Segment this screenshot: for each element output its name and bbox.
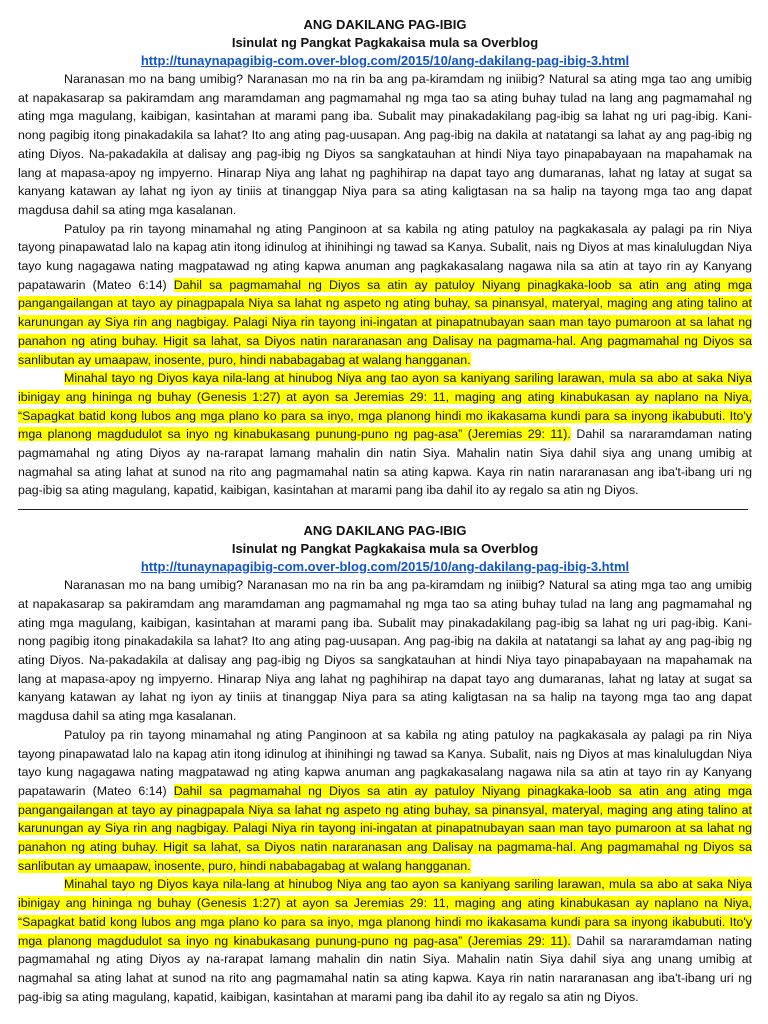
- paragraph-3: [18, 875, 752, 1006]
- source-link[interactable]: http://tunaynapagibig-com.over-blog.com/2015/10/ang-dakilang-pag-ibig-3.html: [140, 559, 630, 575]
- paragraph-1: Naranasan mo na bang umibig? Naranasan mo na rin ba ang pa-kiramdam ng iniibig? Natural sa ating mga tao ang umibig at napakasarap sa pakiramdam ang maramdaman ang pagmamahal ng mga tao sa ating buhay tulad na lang ang pagmamahal ng ating mga magulang, kaibigan, kasintahan at marami pang iba. Subalit may pinakadakilang pag-ibig sa lahat ng uri pag-ibig. Kani-nong pagibig itong pinakadakila sa lahat? Ito ang ating pag-uusapan. Ang pag-ibig na dakila at natatangi sa lahat ay ang pag-ibig ng ating Diyos. Na-pakadakila at dalisay ang pag-ibig ng Diyos sa sangkatauhan at hindi Niya tayo pinapabayaan na mapahamak na lang at mapasa-apoy ng impyerno. Hinarap Niya ang lahat ng paghihirap na dapat tayo ang dumaranas, lahat ng latay at sugat sa kanyang katawan ay lahat ng iyon ay tiniis at tinanggap Niya para sa ating kaligtasan na sa halip na tayong mga tao ang dapat magdusa dahil sa ating mga kasalanan.: [18, 578, 752, 724]
- paragraph-3-text: Dahil sa nararamdaman nating pagmamahal ng ating Diyos ay na-rarapat lamang mahalin din natin Siya. Mahalin natin Siya dahil siya ang unang umibig at nagmahal sa ating lahat at sunod na rito ang pagmamahal natin sa ating kapwa. Kaya rin natin nararanasan ang iba't-ibang uri ng pag-ibig sa ating magulang, kapatid, kaibigan, kasintahan at marami pang iba dahil ito ay regalo sa atin ng Diyos.: [18, 427, 752, 498]
- paragraph-2-highlight: Dahil sa pagmamahal ng Diyos sa atin ay patuloy Niyang pinagkaka-loob sa atin ang ating mga pangangailangan at tayo ay pinagpapala Niya sa lahat ng aspeto ng ating buhay, sa pinansyal, materyal, maging ang ating talino at karunungan ay Siya rin ang nagbigay. Palagi Niya rin tayong ini-ingatan at pinapatnubayan saan man tayo pumaroon at sa lahat ng panahon ng ating buhay. Higit sa lahat, sa Diyos natin nararanasan ang Dalisay na pagmama-hal. Ang pagmamahal ng Diyos sa sanlibutan ay umaapaw, inosente, puro, hindi nababagabag at walang hangganan.: [18, 783, 752, 873]
- source-link-line: [18, 558, 752, 576]
- paragraph-3: [18, 369, 752, 500]
- paragraph-2: [18, 220, 752, 370]
- article-copy-1: [18, 16, 752, 500]
- article-title: ANG DAKILANG PAG-IBIG: [303, 17, 467, 32]
- paragraph-3-highlight: Minahal tayo ng Diyos kaya nila-lang at hinubog Niya ang tao ayon sa kaniyang sariling larawan, mula sa abo at saka Niya ibinigay ang hininga ng buhay (Genesis 1:27) at ayon sa Jeremias 29: 11, maging ang ating kinabukasan ay naplano na Niya, “Sapagkat batid kong lubos ang mga plano ko para sa inyo, mga planong hindi mo ikakasama kundi para sa inyong ikabubuti. Ito'y mga planong magdudulot sa inyo ng kinabukasang punung-puno ng pag-asa” (Jeremias 29: 11).: [18, 877, 752, 948]
- paragraph-2-highlight: Dahil sa pagmamahal ng Diyos sa atin ay patuloy Niyang pinagkaka-loob sa atin ang ating mga pangangailangan at tayo ay pinagpapala Niya sa lahat ng aspeto ng ating buhay, sa pinansyal, materyal, maging ang ating talino at karunungan ay Siya rin ang nagbigay. Palagi Niya rin tayong ini-ingatan at pinapatnubayan saan man tayo pumaroon at sa lahat ng panahon ng ating buhay. Higit sa lahat, sa Diyos natin nararanasan ang Dalisay na pagmama-hal. Ang pagmamahal ng Diyos sa sanlibutan ay umaapaw, inosente, puro, hindi nababagabag at walang hangganan.: [18, 277, 752, 367]
- article-copy-2: [18, 522, 752, 1006]
- article-subtitle: Isinulat ng Pangkat Pagkakaisa mula sa Overblog: [231, 541, 539, 557]
- paragraph-2: [18, 726, 752, 876]
- source-link-line: [18, 52, 752, 70]
- paragraph-3-text: Dahil sa nararamdaman nating pagmamahal ng ating Diyos ay na-rarapat lamang mahalin din natin Siya. Mahalin natin Siya dahil siya ang unang umibig at nagmahal sa ating lahat at sunod na rito ang pagmamahal natin sa ating kapwa. Kaya rin natin nararanasan ang iba't-ibang uri ng pag-ibig sa ating magulang, kapatid, kaibigan, kasintahan at marami pang iba dahil ito ay regalo sa atin ng Diyos.: [18, 933, 752, 1004]
- paragraph-1: Naranasan mo na bang umibig? Naranasan mo na rin ba ang pa-kiramdam ng iniibig? Natural sa ating mga tao ang umibig at napakasarap sa pakiramdam ang maramdaman ang pagmamahal ng mga tao sa ating buhay tulad na lang ang pagmamahal ng ating mga magulang, kaibigan, kasintahan at marami pang iba. Subalit may pinakadakilang pag-ibig sa lahat ng uri pag-ibig. Kani-nong pagibig itong pinakadakila sa lahat? Ito ang ating pag-uusapan. Ang pag-ibig na dakila at natatangi sa lahat ay ang pag-ibig ng ating Diyos. Na-pakadakila at dalisay ang pag-ibig ng Diyos sa sangkatauhan at hindi Niya tayo pinapabayaan na mapahamak na lang at mapasa-apoy ng impyerno. Hinarap Niya ang lahat ng paghihirap na dapat tayo ang dumaranas, lahat ng latay at sugat sa kanyang katawan ay lahat ng iyon ay tiniis at tinanggap Niya para sa ating kaligtasan na sa halip na tayong mga tao ang dapat magdusa dahil sa ating mga kasalanan.: [18, 72, 752, 217]
- section-divider: [18, 509, 748, 510]
- source-link[interactable]: http://tunaynapagibig-com.over-blog.com/2015/10/ang-dakilang-pag-ibig-3.html: [140, 53, 630, 68]
- paragraph-3-highlight: Minahal tayo ng Diyos kaya nila-lang at hinubog Niya ang tao ayon sa kaniyang sariling larawan, mula sa abo at saka Niya ibinigay ang hininga ng buhay (Genesis 1:27) at ayon sa Jeremias 29: 11, maging ang ating kinabukasan ay naplano na Niya, “Sapagkat batid kong lubos ang mga plano ko para sa inyo, mga planong hindi mo ikakasama kundi para sa inyong ikabubuti. Ito'y mga planong magdudulot sa inyo ng kinabukasang punung-puno ng pag-asa” (Jeremias 29: 11).: [18, 371, 752, 442]
- paragraph-2-text: Patuloy pa rin tayong minamahal ng ating Panginoon at sa kabila ng ating patuloy na pagkakasala ay palagi pa rin Niya tayong pinapawatad lalo na kapag atin itong idinulog at ihinihingi ng tawad sa Kanya. Subalit, nais ng Diyos at mas kinalulugdan Niya tayo kung nagagawa nating magpatawad ng ating kapwa anuman ang pagkakasalang nagawa nila sa atin at tayo rin ay Kanyang papatawarin (Mateo 6:14): [18, 727, 752, 798]
- paragraph-2-text: Patuloy pa rin tayong minamahal ng ating Panginoon at sa kabila ng ating patuloy na pagkakasala ay palagi pa rin Niya tayong pinapawatad lalo na kapag atin itong idinulog at ihinihingi ng tawad sa Kanya. Subalit, nais ng Diyos at mas kinalulugdan Niya tayo kung nagagawa nating magpatawad ng ating kapwa anuman ang pagkakasalang nagawa nila sa atin at tayo rin ay Kanyang papatawarin (Mateo 6:14): [18, 221, 752, 292]
- article-title: ANG DAKILANG PAG-IBIG: [303, 523, 467, 539]
- article-subtitle: Isinulat ng Pangkat Pagkakaisa mula sa Overblog: [231, 35, 539, 50]
